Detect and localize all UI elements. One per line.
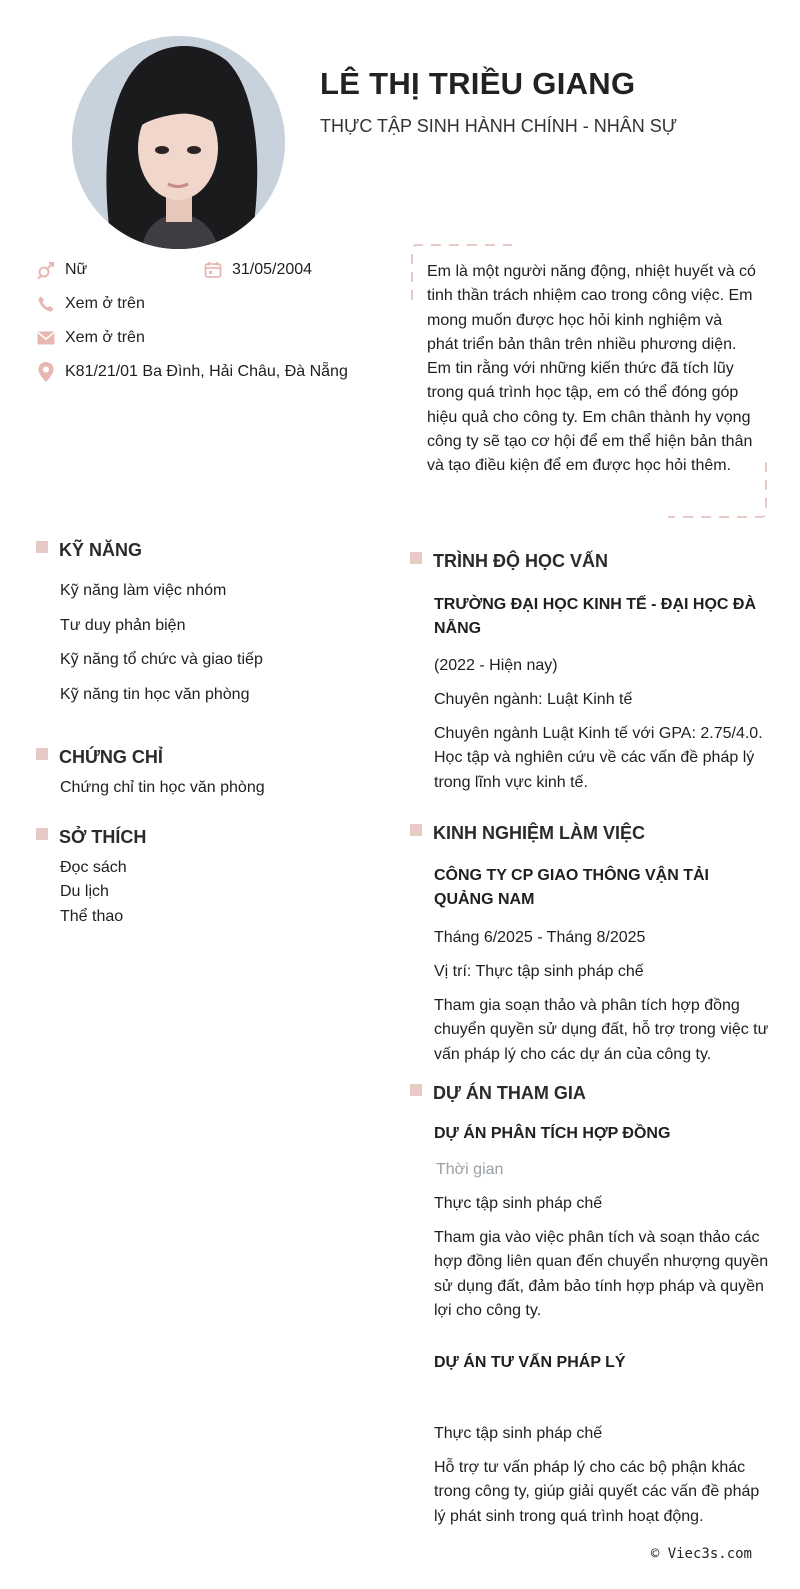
hobby-item: Đọc sách bbox=[60, 859, 127, 876]
section-marker bbox=[36, 748, 48, 760]
skill-item: Kỹ năng tổ chức và giao tiếp bbox=[60, 651, 263, 668]
project-time: Thời gian bbox=[436, 1161, 504, 1178]
skill-item: Kỹ năng làm việc nhóm bbox=[60, 582, 227, 599]
job-title: THỰC TẬP SINH HÀNH CHÍNH - NHÂN SỰ bbox=[320, 116, 678, 136]
hobby-item: Du lịch bbox=[60, 883, 109, 901]
gender-icon bbox=[36, 260, 56, 280]
section-marker bbox=[410, 824, 422, 836]
envelope-icon bbox=[36, 328, 56, 348]
certificates-list bbox=[60, 779, 265, 797]
career-objective bbox=[410, 244, 768, 518]
phone-row bbox=[36, 294, 145, 314]
project-description: Hỗ trợ tư vấn pháp lý cho các bộ phận khác trong công ty, giúp giải quyết các vấn đề pháp lý phát sinh trong quá trình hoạt động. bbox=[434, 1459, 760, 1525]
project-name: DỰ ÁN TƯ VẤN PHÁP LÝ bbox=[434, 1354, 626, 1371]
company-name: CÔNG TY CP GIAO THÔNG VẬN TẢI QUẢNG NAM bbox=[434, 867, 709, 908]
address-value: K81/21/01 Ba Đình, Hải Châu, Đà Nẵng bbox=[65, 363, 348, 380]
education-period: (2022 - Hiện nay) bbox=[434, 657, 558, 674]
phone-value: Xem ở trên bbox=[65, 295, 145, 312]
project-description: Tham gia vào việc phân tích và soạn thảo các hợp đồng liên quan đến chuyển nhượng quyền sử dụng đất, đảm bảo tính hợp pháp và quyền lợi cho công ty. bbox=[434, 1229, 769, 1319]
certificate-item: Chứng chỉ tin học văn phòng bbox=[60, 779, 265, 796]
profile-photo bbox=[72, 36, 285, 249]
education-heading: TRÌNH ĐỘ HỌC VẤN bbox=[410, 551, 608, 572]
experience-period: Tháng 6/2025 - Tháng 8/2025 bbox=[434, 929, 646, 946]
education-description: Chuyên ngành Luật Kinh tế với GPA: 2.75/4.0. Học tập và nghiên cứu về các vấn đề pháp lý trong lĩnh vực kinh tế. bbox=[434, 725, 763, 791]
hobbies-heading: SỞ THÍCH bbox=[36, 827, 146, 848]
objective-text: Em là một người năng động, nhiệt huyết và có tinh thần trách nhiệm cao trong công việc. Em mong muốn được học hỏi kinh nghiệm và phát triển bản thân trên nhiều phương diện. Em tin rằng với những kiến thức đã tích lũy trong quá trình học tập, em có thể đóng góp hiệu quả cho công ty. Em chân thành hy vọng công ty sẽ tạo cơ hội để em thể hiện bản thân và tạo điều kiện để em được học hỏi thêm. bbox=[427, 263, 756, 475]
skill-item: Kỹ năng tin học văn phòng bbox=[60, 685, 250, 703]
section-marker bbox=[410, 552, 422, 564]
experience-heading: KINH NGHIỆM LÀM VIỆC bbox=[410, 823, 645, 844]
hobbies-list bbox=[60, 859, 127, 932]
birthday-row bbox=[203, 260, 312, 280]
calendar-icon bbox=[203, 260, 223, 280]
gender-value: Nữ bbox=[65, 261, 88, 278]
projects-heading: DỰ ÁN THAM GIA bbox=[410, 1083, 586, 1104]
address-row bbox=[36, 362, 348, 382]
phone-icon bbox=[36, 294, 56, 314]
school-name: TRƯỜNG ĐẠI HỌC KINH TẾ - ĐẠI HỌC ĐÀ NẴNG bbox=[434, 596, 757, 637]
birthday-value: 31/05/2004 bbox=[232, 261, 313, 278]
skill-item: Tư duy phản biện bbox=[60, 616, 186, 634]
hobby-item: Thể thao bbox=[60, 907, 124, 925]
gender-row bbox=[36, 260, 87, 280]
certificates-heading: CHỨNG CHỈ bbox=[36, 747, 163, 768]
email-row bbox=[36, 328, 145, 348]
email-value: Xem ở trên bbox=[65, 329, 145, 346]
section-marker bbox=[410, 1084, 422, 1096]
project-name: DỰ ÁN PHÂN TÍCH HỢP ĐỒNG bbox=[434, 1125, 671, 1142]
skills-heading: KỸ NĂNG bbox=[36, 540, 142, 561]
location-pin-icon bbox=[36, 362, 56, 382]
section-marker bbox=[36, 828, 48, 840]
education-major: Chuyên ngành: Luật Kinh tế bbox=[434, 691, 633, 708]
section-marker bbox=[36, 541, 48, 553]
watermark-footer: © Viec3s.com bbox=[650, 1546, 752, 1562]
candidate-name: LÊ THỊ TRIỀU GIANG bbox=[320, 66, 636, 101]
experience-position: Vị trí: Thực tập sinh pháp chế bbox=[434, 963, 644, 980]
skills-list bbox=[60, 582, 263, 720]
project-role: Thực tập sinh pháp chế bbox=[434, 1195, 603, 1212]
experience-description: Tham gia soạn thảo và phân tích hợp đồng chuyển quyền sử dụng đất, hỗ trợ trong việc tư vấn pháp lý cho các dự án của công ty. bbox=[434, 997, 769, 1063]
project-role: Thực tập sinh pháp chế bbox=[434, 1425, 603, 1442]
